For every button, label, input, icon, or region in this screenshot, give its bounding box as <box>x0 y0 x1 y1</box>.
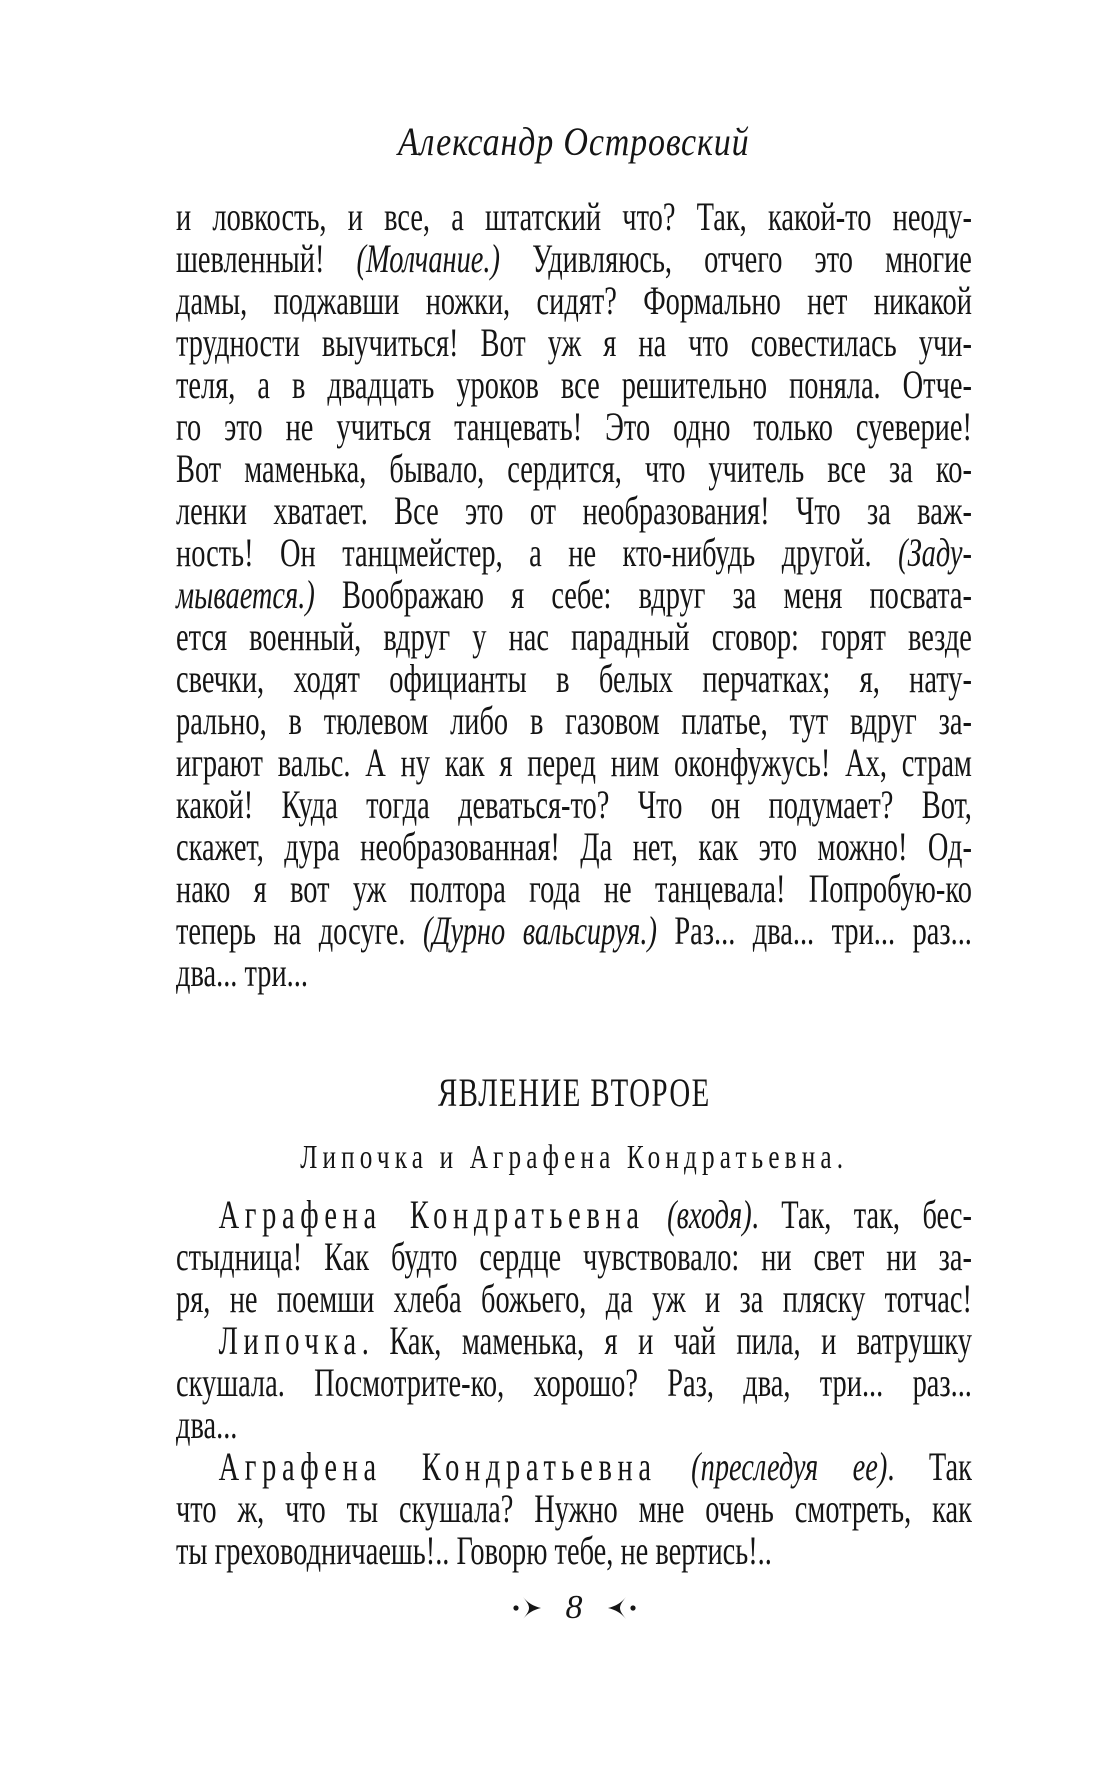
text-run: ря, не поемши хлеба божьего, да уж и за пляску тотчас! <box>176 1276 972 1321</box>
text-run: дамы, поджавши ножки, сидят? Формально нет никакой <box>176 278 972 323</box>
scene-heading-text: ЯВЛЕНИЕ ВТОРОЕ <box>437 1070 711 1115</box>
text-line <box>176 364 972 406</box>
text-line <box>176 532 972 574</box>
text-run: Удивляюсь, отчего это многие <box>499 236 972 281</box>
text-line <box>176 952 972 994</box>
page-number: 8 <box>565 1589 583 1626</box>
text-run: ленки хватает. Все это от необразования! Что за важ- <box>176 488 972 533</box>
page-footer <box>176 1590 972 1626</box>
text-line <box>176 826 972 868</box>
text-run: нако я вот уж полтора года не танцевала! Попробую-ко <box>176 866 972 911</box>
cast-list-text: Липочка и Аграфена Кондратьевна. <box>300 1139 848 1176</box>
text-run: Вот маменька, бывало, сердится, что учитель все за ко- <box>176 446 972 491</box>
text-run: и ловкость, и все, а штатский что? Так, какой-то неоду- <box>176 194 972 239</box>
text-line <box>176 1320 972 1362</box>
text-line <box>176 616 972 658</box>
character-name: Аграфена Кондратьевна <box>218 1444 657 1489</box>
text-line <box>176 406 972 448</box>
text-run: ность! Он танцмейстер, а не кто-нибудь другой. <box>176 530 899 575</box>
text-run: какой! Куда тогда деваться-то? Что он подумает? Вот, <box>176 782 972 827</box>
text-run: скажет, дура необразованная! Да нет, как это можно! Од- <box>176 824 972 869</box>
scene-heading <box>176 1072 972 1114</box>
text-line <box>176 742 972 784</box>
feathered-arrow-left-icon <box>605 1595 637 1621</box>
text-line <box>176 1446 972 1488</box>
feathered-arrow-right-icon <box>512 1595 544 1621</box>
stage-direction: (преследуя ее) <box>691 1444 888 1489</box>
author-header <box>176 118 972 166</box>
text-run: теперь на досуге. <box>176 908 423 953</box>
character-name: Аграфена Кондратьевна <box>218 1192 645 1237</box>
monologue-text <box>176 196 972 994</box>
text-line <box>176 1530 972 1572</box>
text-line <box>176 658 972 700</box>
text-run: два... <box>176 1402 238 1447</box>
text-line <box>176 1362 972 1404</box>
text-line <box>176 280 972 322</box>
text-run: рально, в тюлевом либо в газовом платье, тут вдруг за- <box>176 698 972 743</box>
text-run: скушала. Посмотрите-ко, хорошо? Раз, два, три... раз... <box>176 1360 972 1405</box>
text-run: играют вальс. А ну как я перед ним оконфужусь! Ах, страм <box>176 740 972 785</box>
text-run: . Так, так, бес- <box>751 1192 972 1237</box>
text-run: го это не учиться танцевать! Это одно только суеверие! <box>176 404 972 449</box>
text-run: ется военный, вдруг у нас парадный сговор: горят везде <box>176 614 972 659</box>
text-run: ты греховодничаешь!.. Говорю тебе, не вертись!.. <box>176 1528 772 1573</box>
text-run: теля, а в двадцать уроков все решительно поняла. Отче- <box>176 362 972 407</box>
text-line <box>176 490 972 532</box>
dialogue-text <box>176 1194 972 1572</box>
text-line <box>176 238 972 280</box>
stage-direction: (Заду- <box>898 530 972 575</box>
text-run: два... три... <box>176 950 308 995</box>
text-line <box>176 1194 972 1236</box>
text-line <box>176 910 972 952</box>
stage-direction: (входя) <box>667 1192 752 1237</box>
text-run: шевленный! <box>176 236 357 281</box>
text-line <box>176 1236 972 1278</box>
text-run: Раз... два... три... раз... <box>656 908 972 953</box>
text-line <box>176 448 972 490</box>
text-run: стыдница! Как будто сердце чувствовало: ни свет ни за- <box>176 1234 972 1279</box>
stage-direction: (Дурно вальсируя.) <box>422 908 657 953</box>
text-run <box>657 1444 691 1489</box>
text-line <box>176 868 972 910</box>
text-line <box>176 196 972 238</box>
text-line <box>176 784 972 826</box>
text-run <box>645 1192 667 1237</box>
text-line <box>176 322 972 364</box>
text-line <box>176 1404 972 1446</box>
author-name: Александр Островский <box>398 119 750 164</box>
text-run: Воображаю я себе: вдруг за меня посвата- <box>314 572 972 617</box>
text-run: . Так <box>887 1444 972 1489</box>
text-line <box>176 1278 972 1320</box>
text-line <box>176 574 972 616</box>
text-run: свечки, ходят официанты в белых перчатках; я, нату- <box>176 656 972 701</box>
cast-list <box>176 1140 972 1176</box>
stage-direction: мывается.) <box>176 572 315 617</box>
text-run: трудности выучиться! Вот уж я на что совестилась учи- <box>176 320 972 365</box>
text-run: . Как, маменька, я и чай пила, и ватрушку <box>361 1318 972 1363</box>
text-run: что ж, что ты скушала? Нужно мне очень смотреть, как <box>176 1486 972 1531</box>
character-name: Липочка <box>218 1318 362 1363</box>
stage-direction: (Молчание.) <box>356 236 500 281</box>
text-line <box>176 700 972 742</box>
text-line <box>176 1488 972 1530</box>
